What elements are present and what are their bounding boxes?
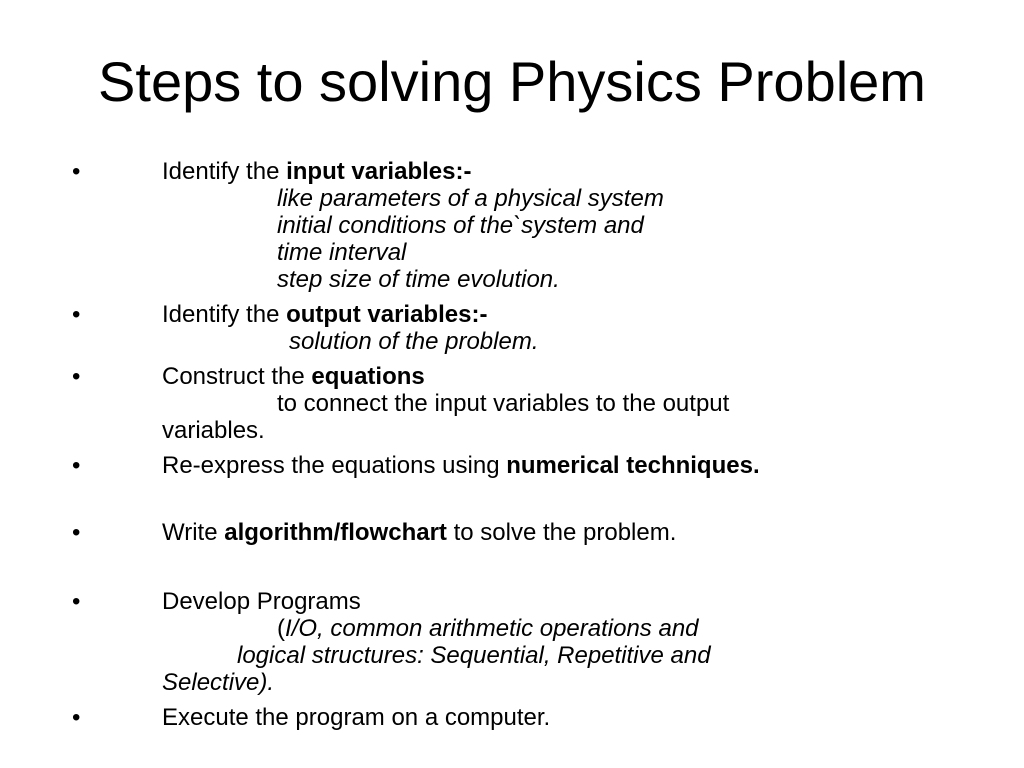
slide-title: Steps to solving Physics Problem [98, 50, 926, 113]
list-item-output-variables [162, 301, 487, 328]
bullet-marker: • [72, 301, 81, 328]
list-item-equations [162, 363, 425, 390]
list-item-lead: Develop Programs [162, 588, 361, 615]
detail-line: step size of time evolution. [277, 266, 560, 293]
detail-line: logical structures: Sequential, Repetitive and [237, 642, 711, 669]
bullet-marker: • [72, 519, 81, 546]
list-item-lead: Identify the [162, 301, 287, 328]
detail-line: Selective). [162, 669, 275, 696]
list-item-emphasis: algorithm/flowchart [224, 519, 447, 546]
list-item-emphasis: numerical techniques. [506, 452, 760, 479]
list-item-input-variables [162, 158, 471, 185]
list-item-develop-programs [162, 588, 361, 615]
list-item-execute [162, 704, 550, 731]
list-item-lead: Write [162, 519, 225, 546]
bullet-marker: • [72, 363, 81, 390]
list-item-numerical-techniques [162, 452, 760, 479]
bullet-marker: • [72, 588, 81, 615]
list-item-lead: Construct the [162, 363, 312, 390]
detail-line: like parameters of a physical system [277, 185, 664, 212]
detail-line [277, 615, 699, 642]
detail-line: initial conditions of the`system and [277, 212, 644, 239]
bullet-marker: • [72, 452, 81, 479]
list-item-emphasis: output variables:- [286, 301, 488, 328]
list-item-algorithm [162, 519, 676, 546]
list-item-emphasis: input variables:- [286, 158, 472, 185]
detail-line: solution of the problem. [289, 328, 539, 355]
paren-open: ( [277, 615, 285, 642]
detail-line: time interval [277, 239, 407, 266]
bullet-marker: • [72, 158, 81, 185]
list-item-lead: Re-express the equations using [162, 452, 507, 479]
list-item-emphasis: equations [311, 363, 425, 390]
detail-line: to connect the input variables to the output [277, 390, 730, 417]
bullet-marker: • [72, 704, 81, 731]
detail-line: variables. [162, 417, 265, 444]
list-item-lead: Execute the program on a computer. [162, 704, 551, 731]
detail-text: I/O, common arithmetic operations and [285, 615, 699, 642]
list-item-trail: to solve the problem. [446, 519, 677, 546]
list-item-lead: Identify the [162, 158, 287, 185]
